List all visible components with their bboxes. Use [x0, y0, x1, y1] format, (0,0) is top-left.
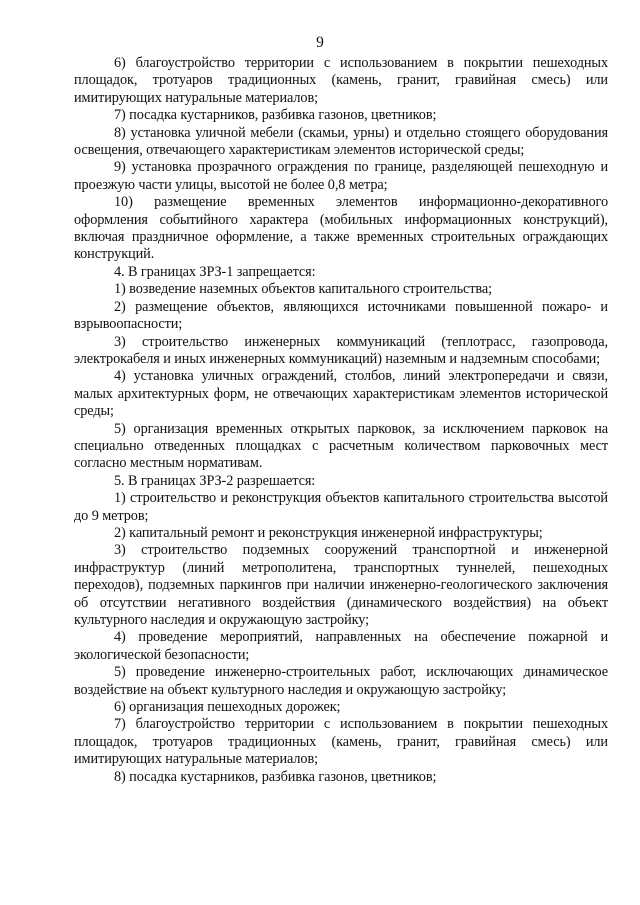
- paragraph: 10) размещение временных элементов информационно-декоративного оформления событийного характера (мобильных информационных конструкций), включая праздничное оформление, а также временных строительных ограждающих конструкций.: [74, 194, 608, 263]
- paragraph: 5) организация временных открытых парковок, за исключением парковок на специально отведенных площадках с расчетным количеством парковочных мест согласно местным нормативам.: [74, 420, 608, 472]
- paragraph: 6) организация пешеходных дорожек;: [114, 699, 341, 716]
- paragraph: 1) возведение наземных объектов капитального строительства;: [114, 281, 493, 298]
- paragraph: 8) посадка кустарников, разбивка газонов, цветников;: [114, 768, 437, 785]
- paragraph: 3) строительство инженерных коммуникаций (теплотрасс, газопровода, электрокабеля и иных инженерных коммуникаций) наземным и надземным способами;: [74, 333, 608, 367]
- paragraph: 4) установка уличных ограждений, столбов, линий электропередачи и связи, малых архитектурных форм, не отвечающих характеристикам элементов исторической среды;: [74, 368, 608, 420]
- section-heading: 5. В границах ЗРЗ-2 разрешается:: [114, 472, 316, 489]
- paragraph: 9) установка прозрачного ограждения по границе, разделяющей пешеходную и проезжую части улицы, высотой не более 0,8 метра;: [74, 159, 608, 193]
- paragraph: 3) строительство подземных сооружений транспортной и инженерной инфраструктур (линий метрополитена, транспортных туннелей, пешеходных переходов), подземных паркингов при наличии инженерно-геологического заключения об отсутствии негативного воздействия (динамического воздействия) на объект культурного наследия и окружающую застройку;: [74, 542, 608, 628]
- paragraph: 8) установка уличной мебели (скамьи, урны) и отдельно стоящего оборудования освещения, отвечающего характеристикам элементов исторической среды;: [74, 124, 608, 159]
- paragraph: 5) проведение инженерно-строительных работ, исключающих динамическое воздействие на объект культурного наследия и окружающую застройку;: [74, 664, 608, 698]
- page-number: 9: [316, 34, 324, 51]
- paragraph: 4) проведение мероприятий, направленных на обеспечение пожарной и экологической безопасности;: [74, 629, 608, 663]
- paragraph: 2) капитальный ремонт и реконструкция инженерной инфраструктуры;: [114, 524, 543, 541]
- paragraph: 7) посадка кустарников, разбивка газонов, цветников;: [114, 107, 437, 124]
- paragraph: 6) благоустройство территории с использованием в покрытии пешеходных площадок, тротуаров традиционных (камень, гранит, гравийная смесь) или имитирующих натуральные материалов;: [74, 55, 608, 106]
- paragraph: 1) строительство и реконструкция объектов капитального строительства высотой до 9 метров;: [74, 490, 608, 524]
- document-body: [74, 55, 608, 786]
- paragraph: 2) размещение объектов, являющихся источниками повышенной пожаро- и взрывоопасности;: [74, 298, 608, 333]
- section-heading: 4. В границах ЗРЗ-1 запрещается:: [114, 263, 316, 280]
- paragraph: 7) благоустройство территории с использованием в покрытии пешеходных площадок, тротуаров традиционных (камень, гранит, гравийная смесь) или имитирующих натуральные материалов;: [74, 716, 608, 768]
